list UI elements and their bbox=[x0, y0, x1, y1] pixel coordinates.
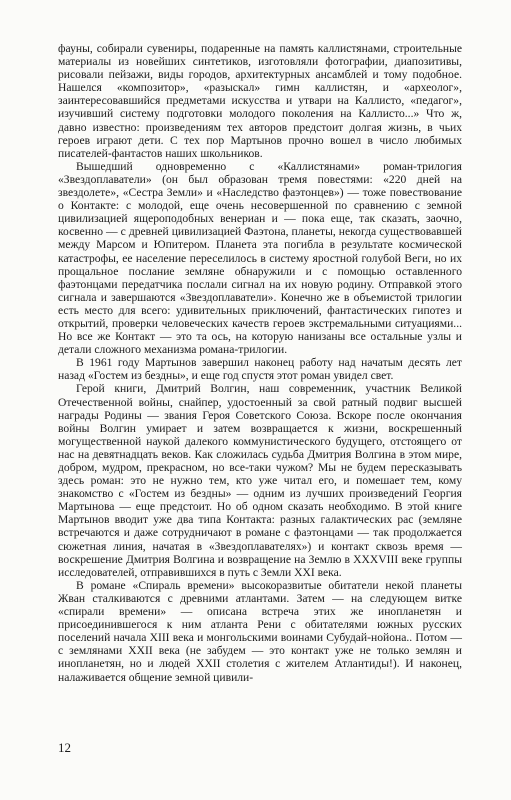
paragraph-4: Герой книги, Дмитрий Волгин, наш современник, участник Великой Отечественной войны, снайпер, удостоенный за свой ратный подвиг высшей награды Родины — звания Героя Советского Союза. Вскоре после окончания войны Волгин умирает и затем возвращается к жизни, воскрешенный могущественной наукой далекого коммунистического будущего, отстоящего от нас на девятнадцать веков. Как сложилась судьба Дмитрия Волгина в этом мире, добром, мудром, прекрасном, но все-таки чужом? Мы не будем пересказывать здесь роман: это не нужно тем, кто уже читал его, и помешает тем, кому знакомство с «Гостем из бездны» — одним из лучших произведений Георгия Мартынова — еще предстоит. Но об одном сказать необходимо. В этой книге Мартынов вводит уже два типа Контакта: разных галактических рас (земляне встречаются и даже сотрудничают в романе с фаэтонцами — так продолжается сюжетная линия, начатая в «Звездоплавателях») и контакт сквозь время — воскрешение Дмитрия Волгина и возвращение на Землю в XXXVIII веке группы исследователей, отправившихся в путь с Земли XXI века. bbox=[58, 382, 462, 579]
page-number: 12 bbox=[58, 740, 71, 755]
paragraph-5: В романе «Спираль времени» высокоразвитые обитатели некой планеты Жван сталкиваются с древними атлантами. Затем — на следующем витке «спирали времени» — описана встреча этих же инопланетян и присоединившегося к ним атланта Рени с обитателями южных русских поселений начала XIII века и монгольскими воинами Субудай-нойона.. Потом — с землянами XXII века (не забудем — это контакт уже не только землян и инопланетян, но и людей XXII столетия с жителем Атлантиды!). И наконец, налаживается общение земной цивили- bbox=[58, 578, 462, 684]
paragraph-3: В 1961 году Мартынов завершил наконец работу над начатым десять лет назад «Гостем из бездны», и еще год спустя этот роман увидел свет. bbox=[58, 356, 462, 383]
paragraph-2: Вышедший одновременно с «Каллистянами» роман-трилогия «Звездоплаватели» (он был образован тремя повестями: «220 дней на звездолете», «Сестра Земли» и «Наследство фаэтонцев») — тоже повествование о Контакте: с молодой, еще очень несовершенной по сравнению с земной цивилизацией ящероподобных венериан и — пока еще, так сказать, заочно, косвенно — с древней цивилизацией Фаэтона, планеты, некогда существовавшей между Марсом и Юпитером. Планета эта погибла в результате космической катастрофы, ее население переселилось в систему яростной голубой Веги, но их прощальное послание земляне обнаружили и с помощью оставленного фаэтонцами передатчика послали сигнал на их новую родину. Отправкой этого сигнала и завершаются «Звездоплаватели». Конечно же в объемистой трилогии есть место для всего: удивительных приключений, фантастических гипотез и открытий, проверки человеческих качеств героев экстремальными ситуациями... Но все же Контакт — это та ось, на которую нанизаны все остальные узлы и детали сложного механизма романа-трилогии. bbox=[58, 159, 462, 357]
body-text bbox=[58, 42, 462, 684]
paragraph-1: фауны, собирали сувениры, подаренные на память каллистянами, строительные материалы из новейших синтетиков, изготовляли фотографии, диапозитивы, рисовали пейзажи, виды городов, архитектурных ансамблей и тому подобное. Нашелся «композитор», «разыскал» гимн каллистян, и «археолог», заинтересовавшийся предметами искусства и утвари на Каллисто, «педагог», изучивший систему подготовки молодого поколения на Каллисто...» Что ж, давно известно: произведениям тех авторов предстоит долгая жизнь, в чьих героев играют дети. С тех пор Мартынов прочно вошел в число любимых писателей-фантастов наших школьников. bbox=[58, 42, 462, 160]
